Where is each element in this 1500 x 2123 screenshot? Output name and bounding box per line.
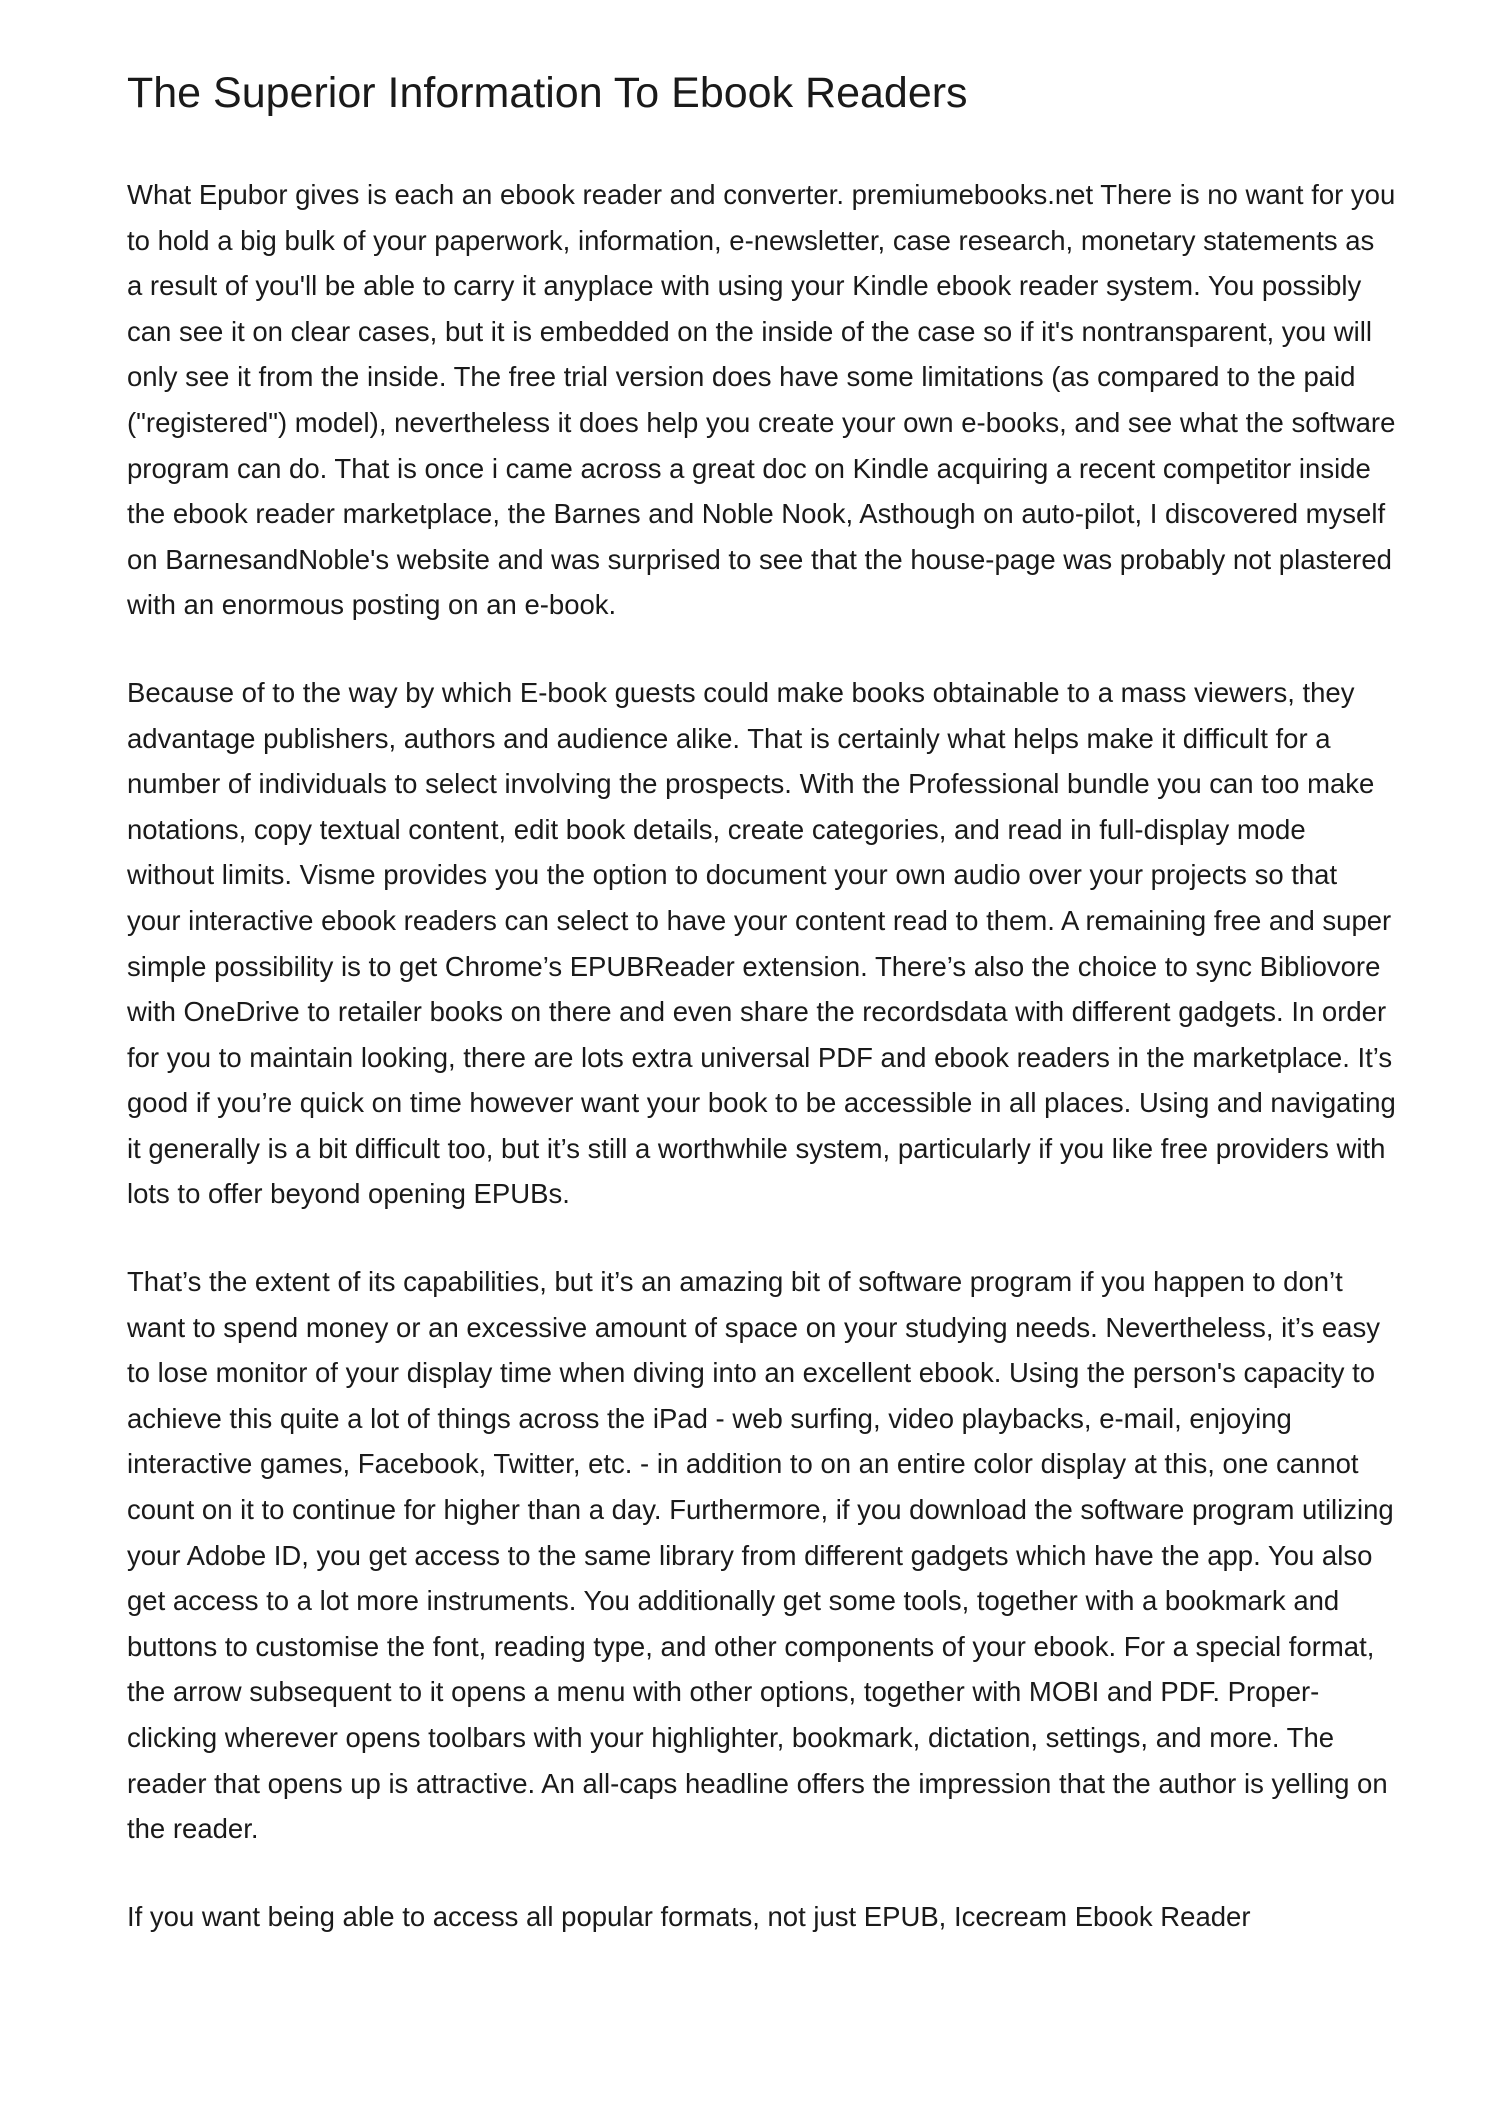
paragraph-3: That’s the extent of its capabilities, but it’s an amazing bit of software program if you happen to don’t want to spend money or an excessive amount of space on your studying needs. Nevertheless, it’s easy to lose monitor of your display time when diving into an excellent ebook. Using the person's capacity to achieve this quite a lot of things across the iPad - web surfing, video playbacks, e-mail, enjoying interactive games, Facebook, Twitter, etc. - in addition to on an entire color display at this, one cannot count on it to continue for higher than a day. Furthermore, if you download the software program utilizing your Adobe ID, you get access to the same library from different gadgets which have the app. You also get access to a lot more instruments. You additionally get some tools, together with a bookmark and buttons to customise the font, reading type, and other components of your ebook. For a special format, the arrow subsequent to it opens a menu with other options, together with MOBI and PDF. Proper-clicking wherever opens toolbars with your highlighter, bookmark, dictation, settings, and more. The reader that opens up is attractive. An all-caps headline offers the impression that the author is yelling on the reader.: [127, 1266, 1394, 1845]
paragraph-1: What Epubor gives is each an ebook reader and converter. premiumebooks.net There is no want for you to hold a big bulk of your paperwork, information, e-newsletter, case research, monetary statements as a result of you'll be able to carry it anyplace with using your Kindle ebook reader system. You possibly can see it on clear cases, but it is embedded on the inside of the case so if it's nontransparent, you will only see it from the inside. The free trial version does have some limitations (as compared to the paid ("registered") model), nevertheless it does help you create your own e-books, and see what the software program can do. That is once i came across a great doc on Kindle acquiring a recent competitor inside the ebook reader marketplace, the Barnes and Noble Nook, Asthough on auto-pilot, I discovered myself on BarnesandNoble's website and was surprised to see that the house-page was probably not plastered with an enormous posting on an e-book.: [127, 179, 1396, 621]
page-title: The Superior Information To Ebook Readers: [127, 69, 968, 117]
paragraph-4: If you want being able to access all popular formats, not just EPUB, Icecream Ebook Reader: [127, 1900, 1251, 1932]
paragraph-2: Because of to the way by which E-book guests could make books obtainable to a mass viewers, they advantage publishers, authors and audience alike. That is certainly what helps make it difficult for a number of individuals to select involving the prospects. With the Professional bundle you can too make notations, copy textual content, edit book details, create categories, and read in full-display mode without limits. Visme provides you the option to document your own audio over your projects so that your interactive ebook readers can select to have your content read to them. A remaining free and super simple possibility is to get Chrome’s EPUBReader extension. There’s also the choice to sync Bibliovore with OneDrive to retailer books on there and even share the recordsdata with different gadgets. In order for you to maintain looking, there are lots extra universal PDF and ebook readers in the marketplace. It’s good if you’re quick on time however want your book to be accessible in all places. Using and navigating it generally is a bit difficult too, but it’s still a worthwhile system, particularly if you like free providers with lots to offer beyond opening EPUBs.: [127, 676, 1396, 1210]
document-page: [127, 60, 1397, 1981]
